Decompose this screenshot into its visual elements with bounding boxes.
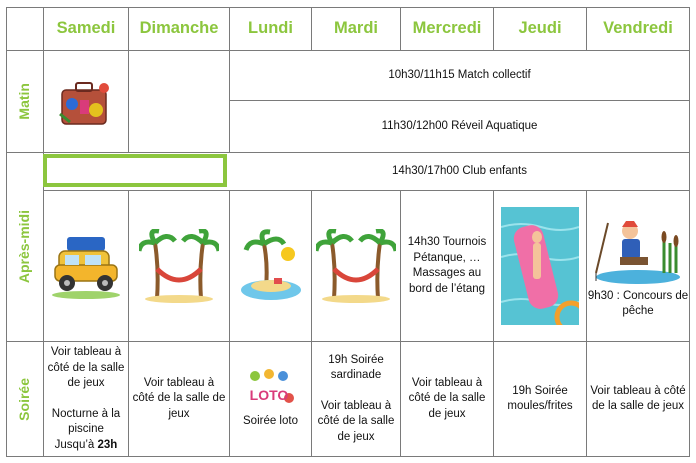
- apres-midi-samedi-cell: [44, 191, 128, 341]
- apres-midi-vendredi-text: 9h30 : Concours de pêche: [587, 289, 689, 317]
- soiree-lundi-text: Soirée loto: [243, 415, 298, 428]
- pool-float-icon: [501, 207, 579, 325]
- palm-island-icon: [238, 228, 304, 304]
- car-luggage-icon: [47, 231, 125, 301]
- day-header-mercredi: Mercredi: [412, 19, 482, 38]
- soiree-samedi-cell: [44, 342, 128, 456]
- apres-midi-mardi-cell: [312, 191, 400, 341]
- matin-samedi-cell: [44, 51, 128, 152]
- matin-activity-reveil: 11h30/12h00 Réveil Aquatique: [381, 119, 538, 132]
- soiree-lundi-cell: [230, 342, 311, 456]
- period-soiree-cell: [7, 342, 43, 456]
- period-label-soiree: Soirée: [16, 377, 33, 421]
- soiree-dimanche-text: Voir tableau à côté de la salle de jeux: [132, 376, 226, 420]
- highlight-box: [43, 154, 227, 187]
- day-header-vendredi: Vendredi: [603, 19, 673, 38]
- period-apres-midi-cell: [7, 153, 43, 341]
- day-header-mardi: Mardi: [333, 19, 378, 38]
- loto-logo-icon: [245, 368, 297, 412]
- soiree-vendredi-text: Voir tableau à côté de la salle de jeux: [590, 384, 686, 412]
- apres-midi-dimanche-cell: [129, 191, 229, 341]
- matin-activity-match: 10h30/11h15 Match collectif: [388, 68, 531, 81]
- palm-hammock-icon: [139, 229, 219, 303]
- day-header-dimanche: Dimanche: [139, 19, 219, 38]
- period-label-apres-midi: Après-midi: [16, 210, 33, 284]
- soiree-mardi-text-1: 19h Soirée sardinade: [328, 353, 384, 382]
- soiree-mardi-text-2: Voir tableau à côté de la salle de jeux: [317, 399, 395, 443]
- palm-hammock-icon: [316, 229, 396, 303]
- day-header-lundi: Lundi: [248, 19, 293, 38]
- apres-midi-club-enfants: 14h30/17h00 Club enfants: [392, 164, 527, 177]
- apres-midi-mercredi-text: 14h30 Tournois Pétanque, … Massages au bord de l’étang: [407, 236, 487, 295]
- soiree-samedi-text-2: Nocturne à la piscine Jusqu’à 23h: [51, 407, 121, 451]
- apres-midi-vendredi-cell: [587, 191, 689, 341]
- period-matin-cell: [7, 51, 43, 152]
- day-header-jeudi: Jeudi: [518, 19, 562, 38]
- apres-midi-lundi-cell: [230, 191, 311, 341]
- soiree-mardi-cell: [312, 342, 400, 456]
- apres-midi-jeudi-cell: [494, 191, 586, 341]
- soiree-samedi-text-1: Voir tableau à côté de la salle de jeux: [47, 346, 125, 389]
- soiree-mercredi-text: Voir tableau à côté de la salle de jeux: [408, 376, 486, 420]
- day-header-samedi: Samedi: [56, 19, 116, 38]
- fisherman-icon: [594, 213, 682, 285]
- soiree-jeudi-text: 19h Soirée moules/frites: [507, 384, 573, 412]
- svg-text:LOTO: LOTO: [249, 387, 288, 404]
- suitcase-toys-icon: [56, 74, 116, 130]
- period-label-matin: Matin: [16, 83, 33, 120]
